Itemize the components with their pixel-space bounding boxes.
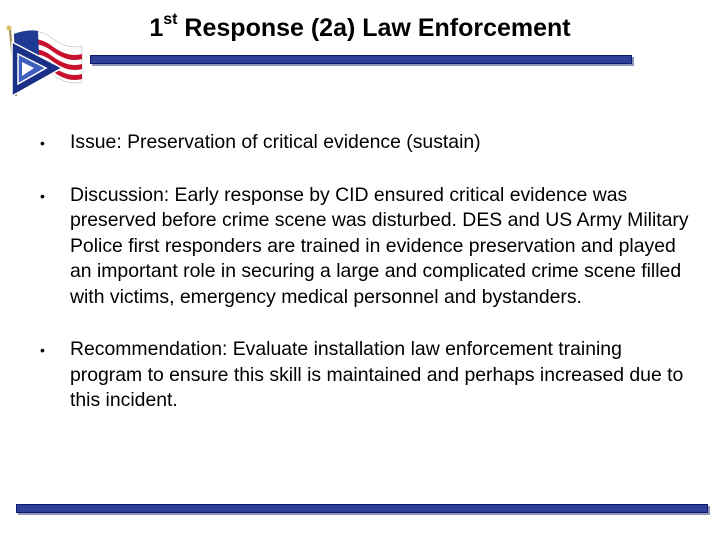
bullet-recommendation-text: Recommendation: Evaluate installation law enforcement training program to ensure this skill is maintained and perhaps increased due to this incident.: [70, 338, 684, 411]
bullet-recommendation: [40, 337, 690, 414]
bullet-marker: •: [40, 135, 45, 151]
bullet-list: [40, 130, 690, 414]
bullet-discussion-text: Discussion: Early response by CID ensured critical evidence was preserved before crime scene was disturbed. DES and US Army Military Police first responders are trained in evidence preservation and played an important role in securing a large and complicated crime scene filled with victims, emergency medical personnel and bystanders.: [70, 183, 689, 308]
bullet-marker: •: [40, 342, 45, 358]
title-divider-bar: [90, 55, 632, 64]
bullet-issue-text: Issue: Preservation of critical evidence (sustain): [70, 131, 481, 153]
title-text: Response (2a) Law Enforcement: [177, 14, 571, 42]
bullet-marker: •: [40, 187, 45, 204]
flag-triangle-logo-icon: [2, 12, 86, 96]
title-number: 1: [149, 14, 164, 42]
bullet-discussion: [40, 183, 690, 311]
bullet-issue: [40, 130, 690, 156]
title-ordinal-suffix: st: [163, 11, 178, 28]
footer-divider-bar: [16, 504, 708, 513]
slide-title: [94, 11, 626, 43]
